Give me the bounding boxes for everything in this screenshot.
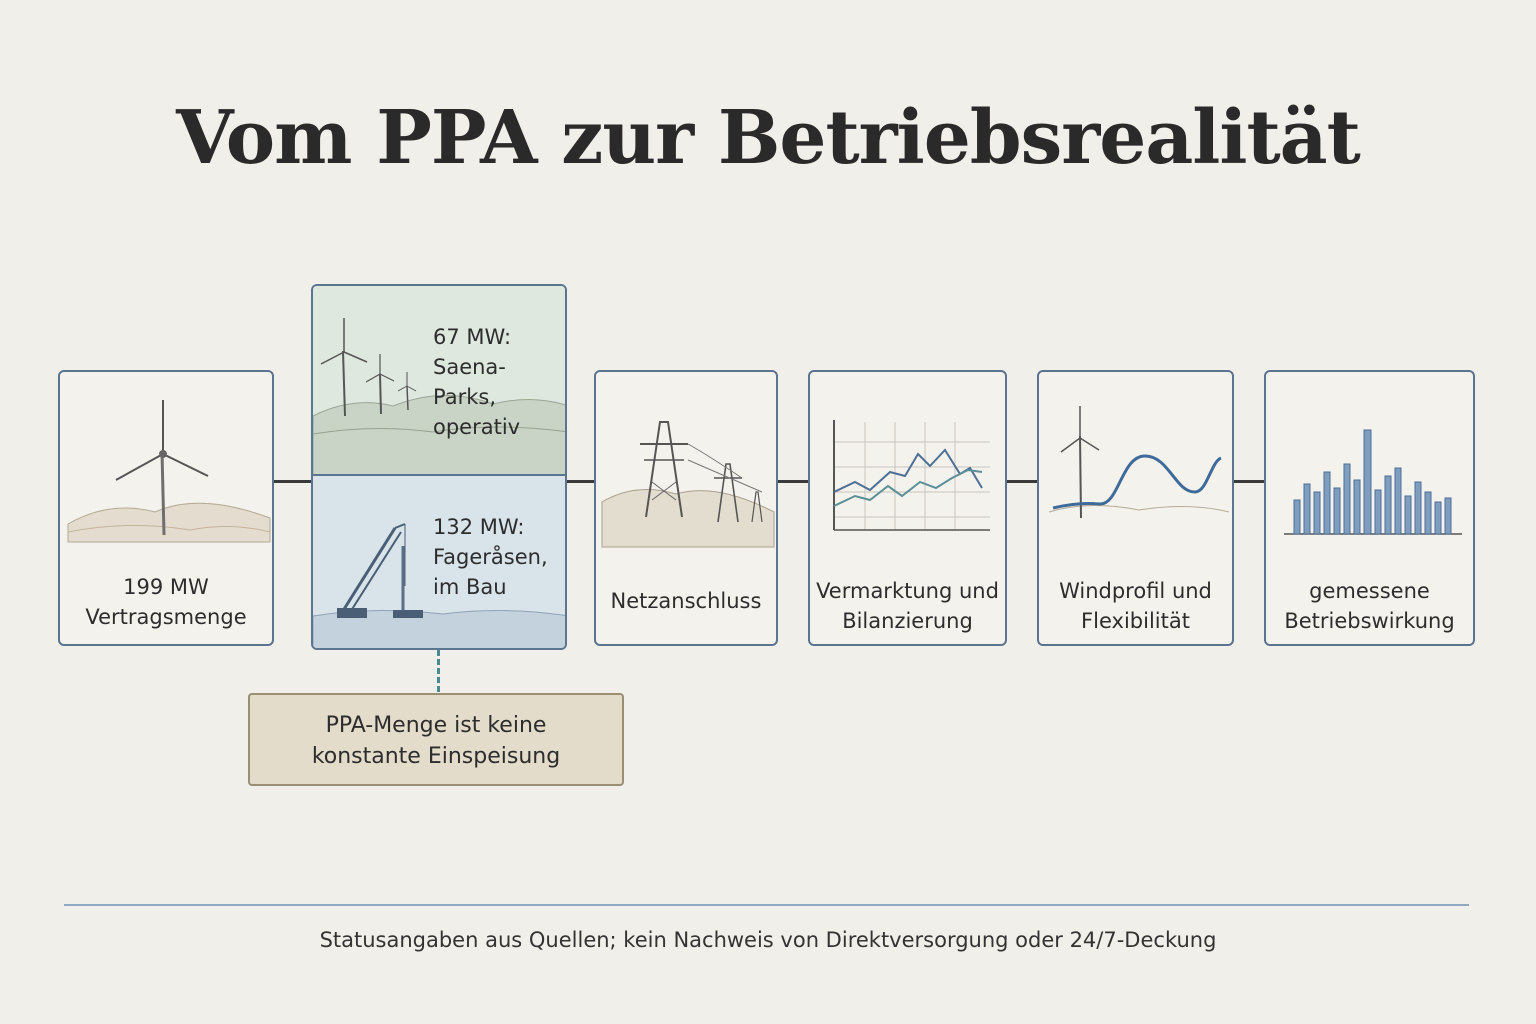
step-marketing-balancing [808, 370, 1007, 646]
project-under-construction [313, 476, 565, 650]
step-label: 199 MW Vertragsmenge [85, 575, 247, 629]
construction-label: 132 MW: Fageråsen, im Bau [433, 515, 548, 599]
step-measured-effect [1264, 370, 1475, 646]
wind-turbine-icon [60, 372, 274, 552]
power-pylon-icon [596, 372, 778, 562]
connector-line [1233, 480, 1266, 483]
footer-text: Statusangaben aus Quellen; kein Nachweis von Direktversorgung oder 24/7-Deckung [319, 928, 1217, 952]
step-label: Vermarktung und Bilanzierung [816, 579, 999, 633]
step-label: Windprofil und Flexibilität [1059, 579, 1212, 633]
line-chart-icon [810, 372, 1007, 552]
step-label: Netzanschluss [610, 589, 762, 613]
operational-label: 67 MW: Saena-Parks, operativ [433, 325, 521, 439]
step-wind-profile [1037, 370, 1234, 646]
step-label: gemessene Betriebswirkung [1284, 579, 1455, 633]
bar-chart-icon [1266, 372, 1475, 552]
connector-line [566, 480, 596, 483]
step-projects [311, 284, 567, 650]
connector-line [777, 480, 809, 483]
wind-profile-icon [1039, 372, 1234, 552]
footer-divider [64, 904, 1469, 906]
connector-line [1006, 480, 1039, 483]
ppa-note: PPA-Menge ist keine konstante Einspeisung [248, 693, 624, 786]
note-connector [437, 650, 440, 692]
project-operational [313, 286, 565, 476]
step-grid-connection [594, 370, 778, 646]
connector-line [273, 480, 313, 483]
page-title: Vom PPA zur Betriebsrealität [176, 95, 1360, 181]
step-contract-volume [58, 370, 274, 646]
